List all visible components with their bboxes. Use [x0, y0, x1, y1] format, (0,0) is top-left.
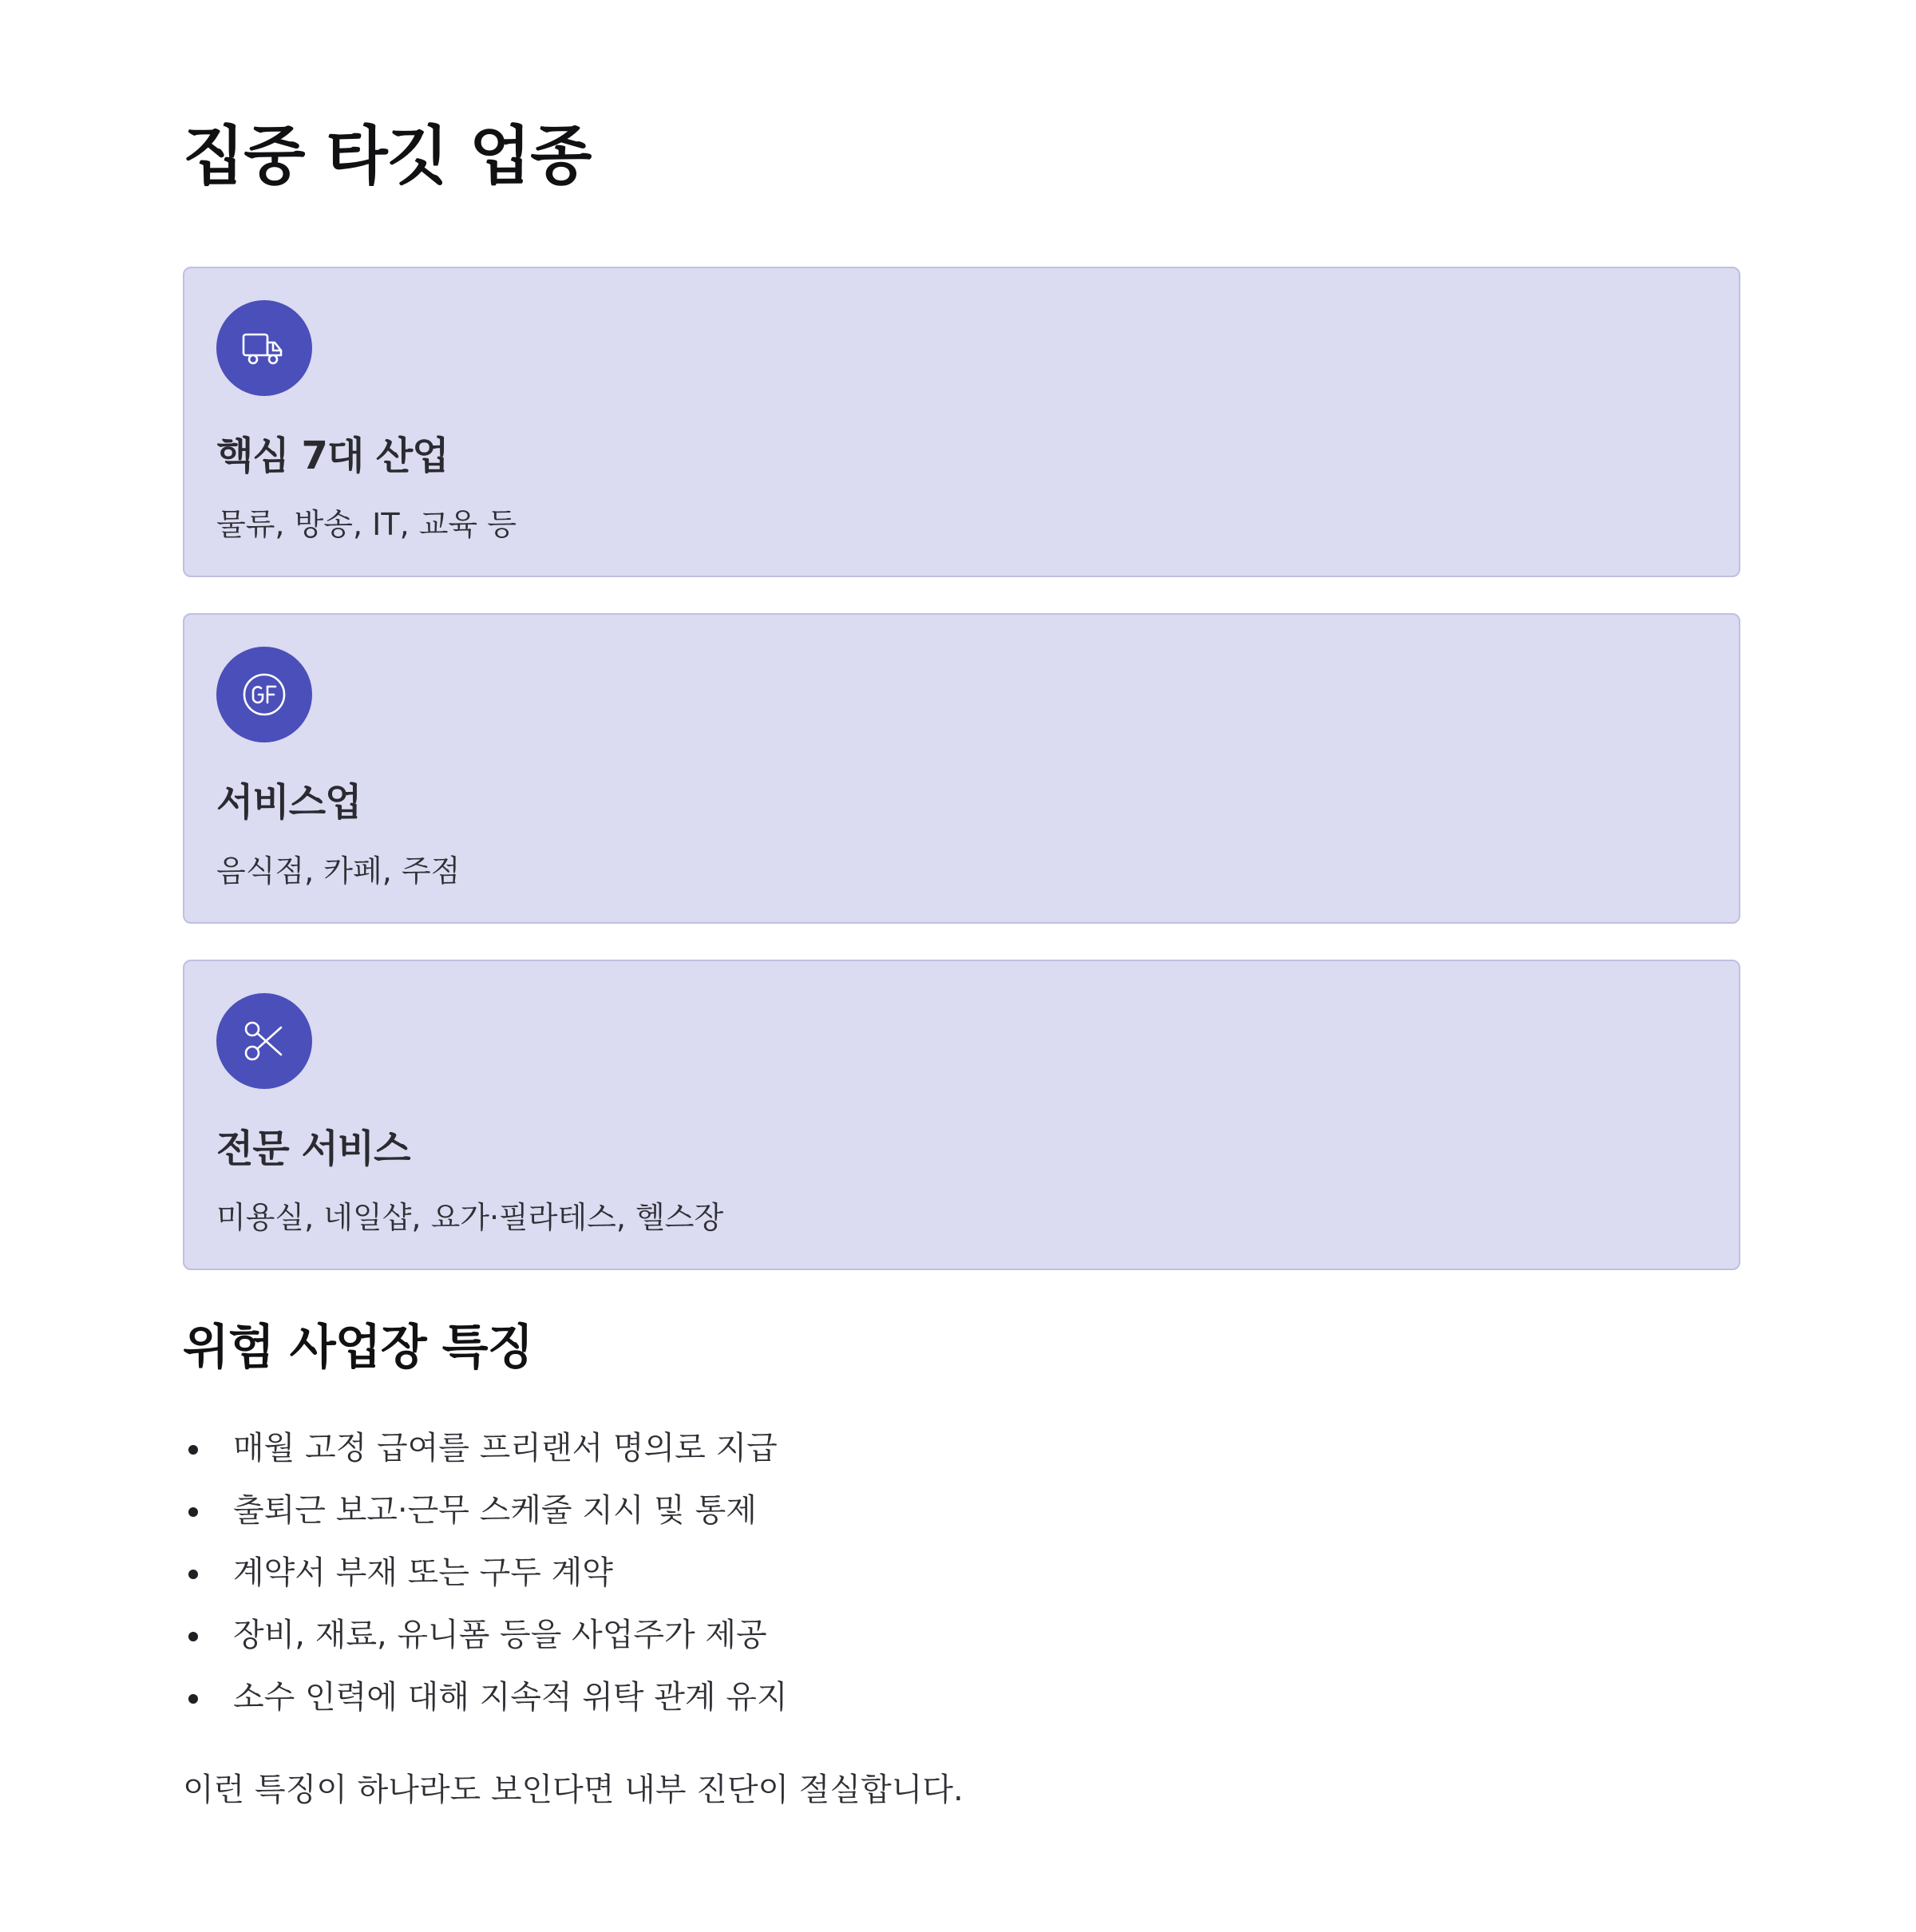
bullet-dot-icon [188, 1507, 198, 1517]
list-item-text: 출퇴근 보고·근무 스케줄 지시 및 통제 [233, 1492, 757, 1529]
card-icon-circle [216, 647, 312, 742]
risk-feature-list [183, 1417, 788, 1728]
list-item [183, 1542, 788, 1604]
list-item-text: 계약서 부재 또는 구두 계약 [233, 1554, 613, 1591]
list-item [183, 1604, 788, 1666]
list-item [183, 1417, 788, 1479]
list-item [183, 1666, 788, 1728]
card-icon-circle [216, 300, 312, 396]
card-icon-circle [216, 993, 312, 1089]
bullet-dot-icon [188, 1570, 198, 1579]
scissors-icon [241, 1018, 287, 1064]
closing-text: 이런 특징이 하나라도 보인다면 내부 진단이 절실합니다. [183, 1772, 964, 1808]
risk-section-title: 위험 사업장 특징 [183, 1320, 533, 1376]
bullet-dot-icon [188, 1694, 198, 1704]
card-description: 미용실, 네일샵, 요가·필라테스, 헬스장 [216, 1200, 724, 1235]
list-item-text: 장비, 재료, 유니폼 등을 사업주가 제공 [233, 1617, 767, 1653]
gf-badge-icon [241, 671, 287, 718]
card-title: 전문 서비스 [216, 1126, 410, 1171]
industry-card-service [183, 613, 1740, 924]
list-item-text: 소수 인력에 대해 지속적 위탁 관계 유지 [233, 1679, 788, 1716]
industry-card-professional [183, 960, 1740, 1270]
list-item [183, 1479, 788, 1542]
industry-card-core-7 [183, 267, 1740, 577]
list-item-text: 매월 고정 급여를 프리랜서 명의로 지급 [233, 1430, 778, 1467]
card-title: 핵심 7대 산업 [216, 434, 449, 478]
bullet-dot-icon [188, 1632, 198, 1641]
bullet-dot-icon [188, 1445, 198, 1455]
card-description: 음식점, 카페, 주점 [216, 853, 461, 889]
page-title: 집중 타깃 업종 [183, 119, 592, 193]
card-title: 서비스업 [216, 780, 362, 825]
truck-icon [241, 325, 287, 371]
card-description: 물류, 방송, IT, 교육 등 [216, 507, 517, 542]
